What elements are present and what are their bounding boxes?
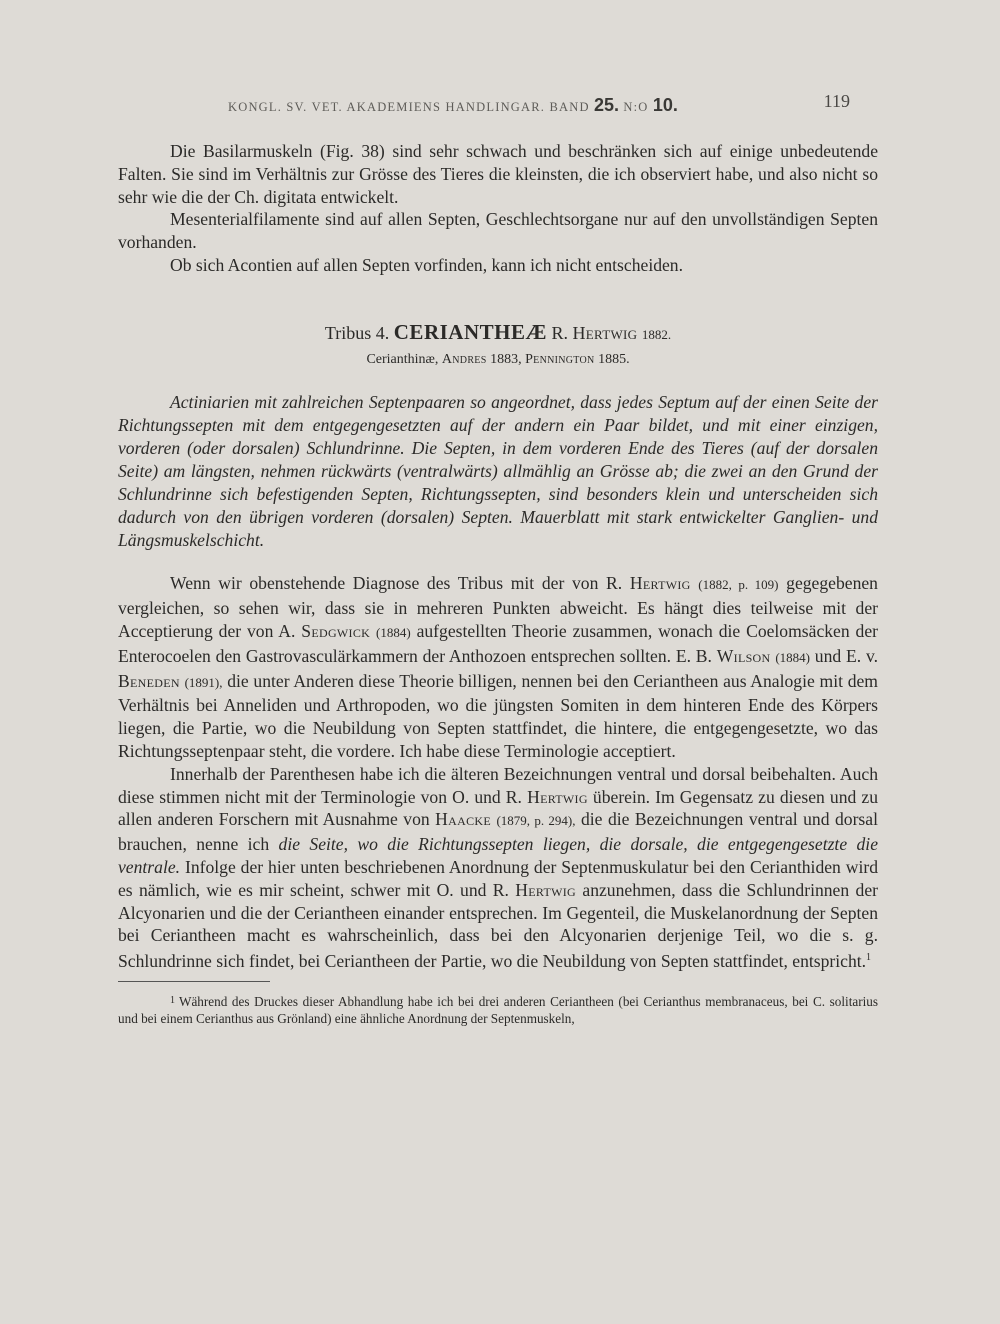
footnote-reference: 1	[866, 952, 872, 964]
paragraph-mesenterialfilamente: Mesenterialfilamente sind auf allen Septen, Geschlechtsorgane nur auf den unvollständigen Septen vorhanden.	[118, 209, 878, 253]
text-span: gegegebenen vergleichen, so sehen wir, dass sie in mehreren Punkten abweicht. Es hängt dies teilweise mit der Acceptierung der von A.	[118, 573, 878, 641]
paragraph-basilarmuskeln: Die Basilarmuskeln (Fig. 38) sind sehr schwach und beschränken sich auf einige unbedeutende Falten. Sie sind im Verhältnis zur Grösse des Tieres die kleinsten, die ich observiert habe, und also nicht so sehr wie die der Ch. digitata entwickelt.	[118, 141, 878, 207]
author-name: Beneden	[118, 670, 180, 691]
running-header	[228, 91, 850, 116]
author-name: Haacke	[435, 809, 491, 830]
text-span: aufgestellten Theorie zusammen, wonach die Coelomsäcken der Enterocoelen den Gastrovasculärkammern der Anthozoen entsprechen sollten. E. B.	[118, 620, 879, 666]
reference: (1884)	[775, 649, 810, 665]
volume-number: 25.	[594, 95, 620, 115]
reference: (1884)	[376, 624, 411, 640]
footnote	[118, 992, 878, 1028]
text-span: Innerhalb der Parenthesen habe ich die älteren Bezeichnungen ventral und dorsal beibehalten. Auch diese stimmen nicht mit der Terminologie von O. und R.	[118, 763, 878, 807]
text-span: Wenn wir obenstehende Diagnose des Tribus mit der von R.	[170, 573, 623, 594]
synonym-author-2: Pennington	[525, 351, 595, 367]
author-name: Hertwig	[515, 879, 577, 900]
text-span: überein. Im Gegensatz zu diesen und zu allen anderen Forschern mit Ausnahme von	[118, 786, 879, 830]
text-span: die unter Anderen diese Theorie billigen, nennen bei den Ceriantheen aus Analogie mit dem Verhältnis bei Anneliden und Arthropoden, wo die jüngsten Somiten in dem hinteren Ende des Körpers liegen, die Partie, wo die Neubildung von Septen stattfindet, die hintere, die entgegengesetzte, wo das Richtungsseptenpaar steht, die vordere. Ich habe diese Terminologie acceptiert.	[118, 670, 878, 761]
paragraph-diagnose-comparison	[118, 572, 878, 762]
page-body	[118, 140, 878, 1028]
tribus-author-initial: R.	[551, 322, 568, 343]
text-span: anzunehmen, dass die Schlundrinnen der Alcyonarien und die der Ceriantheen einander entsprechen. Im Gegenteil, die Muskelanordnung der Septen bei Ceriantheen macht es wahrscheinlich, dass bei den Alcyonarien derjenige Teil, wo die s. g. Schlundrinne sich findet, bei Ceriantheen der Partie, wo die Neubildung von Septen stattfindet, entspricht.	[118, 879, 878, 972]
author-name: Hertwig	[629, 573, 691, 594]
number-label: N:O	[623, 100, 649, 114]
page-number: 119	[823, 91, 850, 111]
italic-definition: die Seite, wo die Richtungssepten liegen, die dorsale, die entgegengesetzte die ventrale.	[118, 834, 879, 877]
text-span: die die Bezeichnungen ventral und dorsal brauchen, nenne ich	[118, 809, 878, 855]
synonym-name: Cerianthinæ,	[366, 351, 439, 367]
synonym-author-1: Andres	[441, 351, 487, 367]
issue-number: 10.	[652, 95, 678, 115]
synonym-line	[118, 349, 878, 372]
reference: (1882, p. 109)	[698, 577, 779, 593]
tribus-year: 1882.	[641, 326, 672, 342]
paragraph-parenthesen	[118, 763, 878, 973]
paragraph-acontien: Ob sich Acontien auf allen Septen vorfinden, kann ich nicht entscheiden.	[170, 254, 684, 275]
running-title: KONGL. SV. VET. AKADEMIENS HANDLINGAR. BAND	[228, 100, 590, 114]
author-name: Sedgwick	[301, 620, 371, 641]
text-span: Infolge der hier unten beschriebenen Anordnung der Septenmuskulatur bei den Cerianthiden wird es nämlich, wie es mir scheint, schwer mit O. und R.	[118, 856, 879, 900]
synonym-year-1: 1883,	[490, 351, 522, 367]
tribus-author: Hertwig	[572, 322, 638, 343]
reference: (1879, p. 294),	[496, 813, 576, 829]
synonym-year-2: 1885.	[598, 351, 630, 367]
footnote-mark: 1	[170, 994, 175, 1006]
reference: (1891),	[184, 674, 223, 690]
author-name: Wilson	[716, 645, 771, 666]
text-span: und E. v.	[814, 645, 878, 666]
footnote-divider	[118, 981, 270, 982]
author-name: Hertwig	[527, 786, 588, 807]
tribus-heading	[118, 321, 878, 347]
tribus-label: Tribus 4.	[324, 322, 390, 343]
tribus-name: CERIANTHEÆ	[393, 319, 547, 344]
diagnosis-paragraph: Actiniarien mit zahlreichen Septenpaaren so angeordnet, dass jedes Septum auf der einen Seite der Richtungssepten mit dem entgegengesetzten auf der andern ein Paar bildet, und mit einer einzigen, vorderen (oder dorsalen) Schlundrinne. Die Septen, in dem vorderen Ende des Tieres (auf der dorsalen Seite) am längsten, nehmen rückwärts (ventralwärts) allmählig an Grösse ab; die zwei an den Grund der Schlundrinne sich befestigenden Septen, Richtungssepten, sind besonders klein und unterscheiden sich dadurch von den übrigen vorderen (dorsalen) Septen. Mauerblatt mit stark entwickelter Ganglien- und Längsmuskelschicht.	[118, 392, 878, 551]
footnote-text: Während des Druckes dieser Abhandlung habe ich bei drei anderen Ceriantheen (bei Cerianthus membranaceus, bei C. solitarius und bei einem Cerianthus aus Grönland) eine ähnliche Anordnung der Septenmuskeln,	[118, 993, 878, 1027]
